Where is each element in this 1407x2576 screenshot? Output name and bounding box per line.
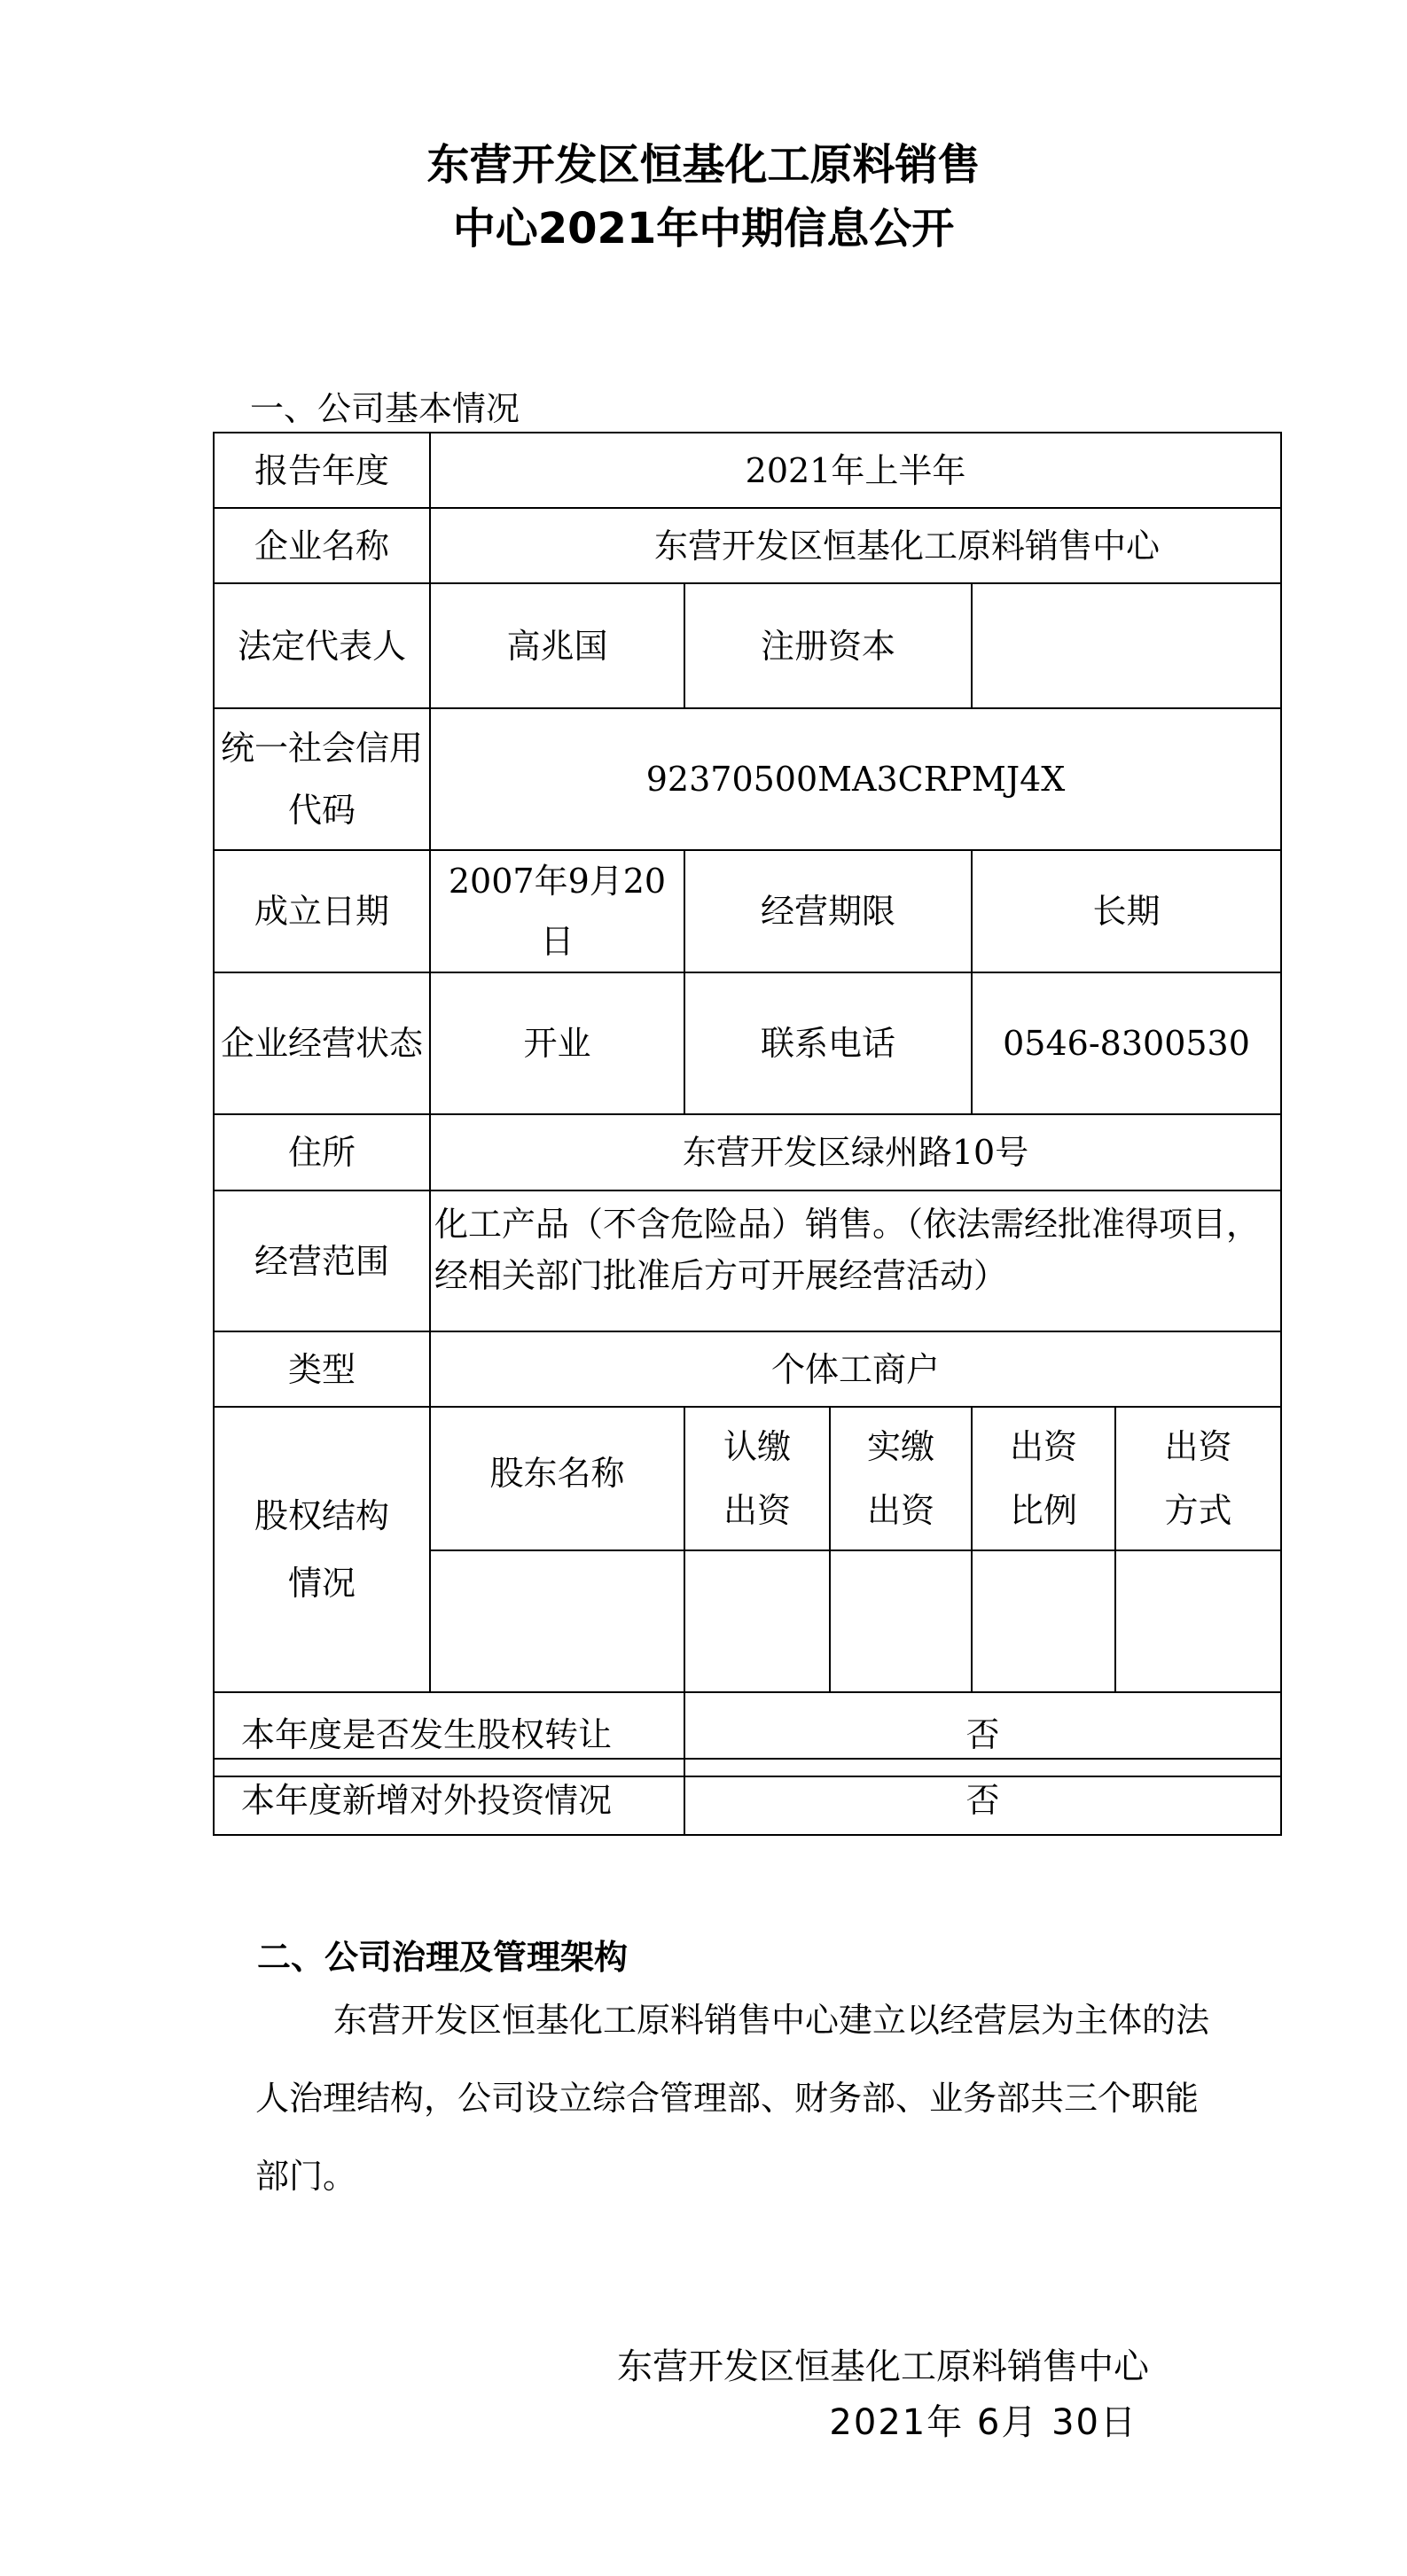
equity-header-method: 出资方式 xyxy=(1115,1407,1281,1550)
est-date-label: 成立日期 xyxy=(214,850,430,972)
equity-header-paid: 实缴出资 xyxy=(830,1407,972,1550)
equity-header-subscribed: 认缴出资 xyxy=(684,1407,830,1550)
equity-label: 股权结构情况 xyxy=(214,1407,430,1692)
transfer-label: 本年度是否发生股权转让 xyxy=(214,1692,684,1776)
investment-value: 否 xyxy=(684,1759,1281,1835)
company-name-value: 东营开发区恒基化工原料销售中心 xyxy=(430,508,1281,583)
type-value: 个体工商户 xyxy=(430,1331,1281,1407)
phone-label: 联系电话 xyxy=(684,972,972,1114)
term-value: 长期 xyxy=(972,850,1281,972)
status-value: 开业 xyxy=(430,972,684,1114)
scope-value: 化工产品（不含危险品）销售。（依法需经批准得项目，经相关部门批准后方可开展经营活动） xyxy=(430,1190,1281,1331)
report-year-label: 报告年度 xyxy=(214,433,430,508)
credit-code-label: 统一社会信用代码 xyxy=(214,708,430,850)
investment-label: 本年度新增对外投资情况 xyxy=(214,1759,684,1835)
equity-cell xyxy=(830,1550,972,1692)
legal-rep-value: 高兆国 xyxy=(430,583,684,708)
type-label: 类型 xyxy=(214,1331,430,1407)
equity-header-shareholder: 股东名称 xyxy=(430,1407,684,1550)
investment-table xyxy=(213,1758,1282,1836)
section2-heading: 二、公司治理及管理架构 xyxy=(257,1938,629,1977)
equity-cell xyxy=(430,1550,684,1692)
signature-date: 2021年 6月 30日 xyxy=(829,2402,1137,2443)
equity-cell xyxy=(684,1550,830,1692)
address-label: 住所 xyxy=(214,1114,430,1190)
reg-capital-value xyxy=(972,583,1281,708)
address-value: 东营开发区绿州路10号 xyxy=(430,1114,1281,1190)
equity-cell xyxy=(972,1550,1115,1692)
equity-cell xyxy=(1115,1550,1281,1692)
legal-rep-label: 法定代表人 xyxy=(214,583,430,708)
phone-value: 0546-8300530 xyxy=(972,972,1281,1114)
transfer-value: 否 xyxy=(684,1692,1281,1776)
report-year-value: 2021年上半年 xyxy=(430,433,1281,508)
company-name-label: 企业名称 xyxy=(214,508,430,583)
credit-code-value: 92370500MA3CRPMJ4X xyxy=(430,708,1281,850)
term-label: 经营期限 xyxy=(684,850,972,972)
status-label: 企业经营状态 xyxy=(214,972,430,1114)
signature-org: 东营开发区恒基化工原料销售中心 xyxy=(617,2346,1149,2387)
est-date-value: 2007年9月20日 xyxy=(430,850,684,972)
equity-header-ratio: 出资比例 xyxy=(972,1407,1115,1550)
governance-paragraph: 东营开发区恒基化工原料销售中心建立以经营层为主体的法人治理结构，公司设立综合管理部、财务部、业务部共三个职能部门。 xyxy=(255,2001,1210,2196)
section1-heading: 一、公司基本情况 xyxy=(250,389,520,428)
scope-label: 经营范围 xyxy=(214,1190,430,1331)
basic-info-table xyxy=(213,432,1282,1777)
document-title-line1: 东营开发区恒基化工原料销售 xyxy=(426,140,981,190)
document-title-line2: 中心2021年中期信息公开 xyxy=(452,204,955,254)
reg-capital-label: 注册资本 xyxy=(684,583,972,708)
